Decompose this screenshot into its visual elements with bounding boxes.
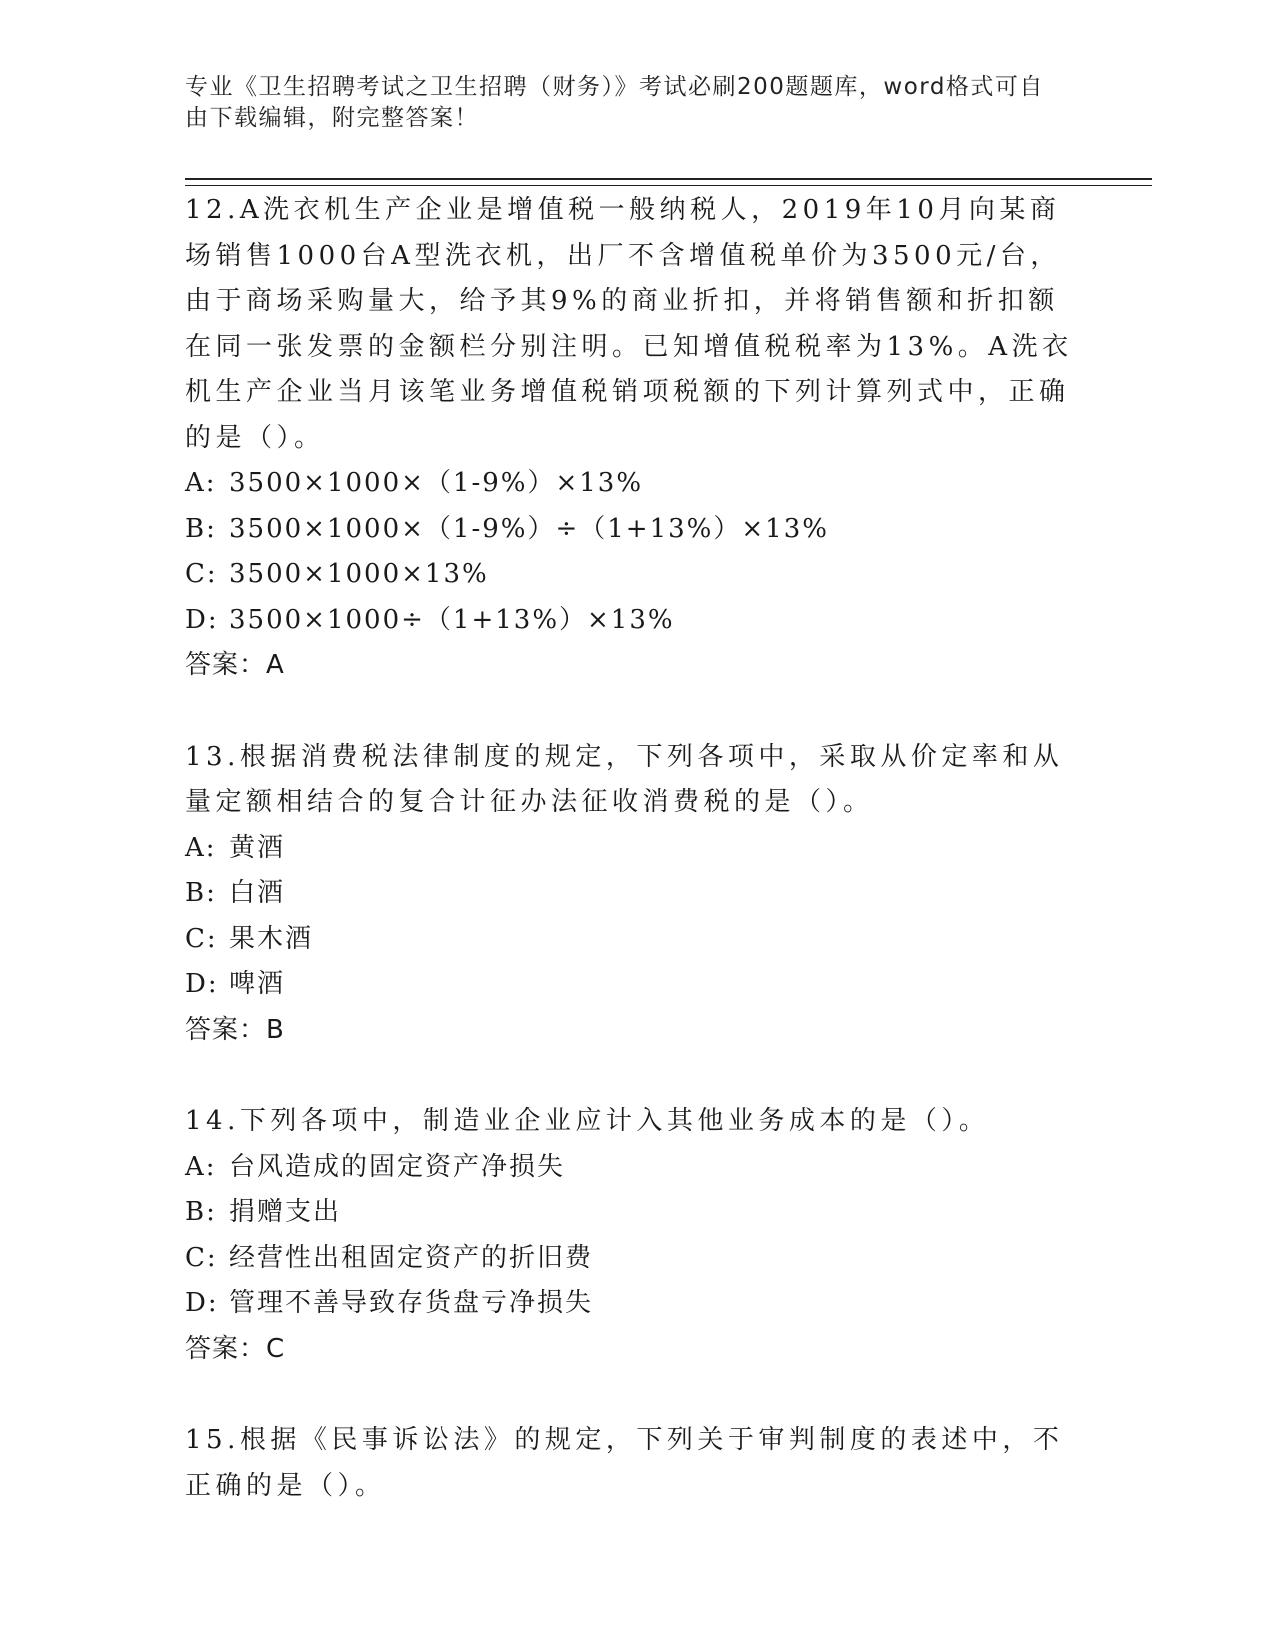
option-letter: C: [185, 559, 218, 589]
option-letter: A: [185, 1151, 217, 1182]
option-text: 黄酒 [229, 832, 286, 863]
option-b [185, 1190, 1085, 1236]
option-d [185, 1281, 1085, 1327]
option-b [185, 507, 1085, 553]
answer-line: 答案：B [185, 1014, 285, 1045]
option-text: 3500×1000×（1-9%）×13% [229, 468, 644, 498]
option-b [185, 871, 1085, 917]
option-text: 3500×1000×13% [229, 559, 489, 589]
option-letter: B: [185, 513, 217, 544]
option-letter: C: [185, 1242, 218, 1273]
answer-line: 答案：A [185, 650, 285, 680]
option-d [185, 598, 1085, 644]
option-text: 白酒 [229, 878, 286, 908]
question-12 [185, 188, 1085, 689]
option-letter: B: [185, 878, 217, 908]
option-text: 3500×1000÷（1+13%）×13% [229, 604, 675, 635]
option-c [185, 552, 1085, 598]
option-text: 果木酒 [229, 923, 314, 954]
option-a [185, 826, 1085, 872]
option-a [185, 1145, 1085, 1191]
option-c [185, 917, 1085, 963]
option-d [185, 962, 1085, 1008]
question-13 [185, 735, 1085, 1054]
option-letter: D: [185, 969, 219, 999]
option-a [185, 461, 1085, 507]
option-text: 3500×1000×（1-9%）÷（1+13%）×13% [229, 513, 829, 544]
option-letter: C: [185, 923, 218, 954]
option-text: 台风造成的固定资产净损失 [229, 1151, 566, 1182]
answer-line: 答案：C [185, 1333, 286, 1364]
option-letter: A: [185, 468, 217, 498]
option-text: 管理不善导致存货盘亏净损失 [229, 1288, 594, 1318]
option-c [185, 1236, 1085, 1282]
option-letter: B: [185, 1197, 217, 1227]
question-list [185, 188, 1085, 1555]
header-divider [185, 178, 1152, 186]
question-14 [185, 1099, 1085, 1372]
option-text: 捐赠支出 [229, 1197, 342, 1227]
option-letter: A: [185, 832, 217, 863]
question-text: 14.下列各项中，制造业企业应计入其他业务成本的是（）。 [185, 1106, 990, 1136]
question-text: 15.根据《民事诉讼法》的规定，下列关于审判制度的表述中，不正确的是（）。 [185, 1425, 1064, 1501]
question-text: 13.根据消费税法律制度的规定，下列各项中，采取从价定率和从量定额相结合的复合计征办法征收消费税的是（）。 [185, 741, 1064, 817]
question-15 [185, 1418, 1085, 1509]
option-text: 经营性出租固定资产的折旧费 [229, 1242, 594, 1273]
option-text: 啤酒 [229, 969, 286, 999]
document-header: 专业《卫生招聘考试之卫生招聘（财务）》考试必刷200题题库，word格式可自由下载编辑，附完整答案！ [185, 74, 1044, 131]
option-letter: D: [185, 604, 219, 635]
question-text: 12.A洗衣机生产企业是增值税一般纳税人，2019年10月向某商场销售1000台A型洗衣机，出厂不含增值税单价为3500元/台，由于商场采购量大，给予其9%的商业折扣，并将销售额和折扣额在同一张发票的金额栏分别注明。已知增值税税率为13%。A洗衣机生产企业当月该笔业务增值税销项税额的下列计算列式中，正确的是（）。 [185, 195, 1073, 453]
option-letter: D: [185, 1288, 219, 1318]
